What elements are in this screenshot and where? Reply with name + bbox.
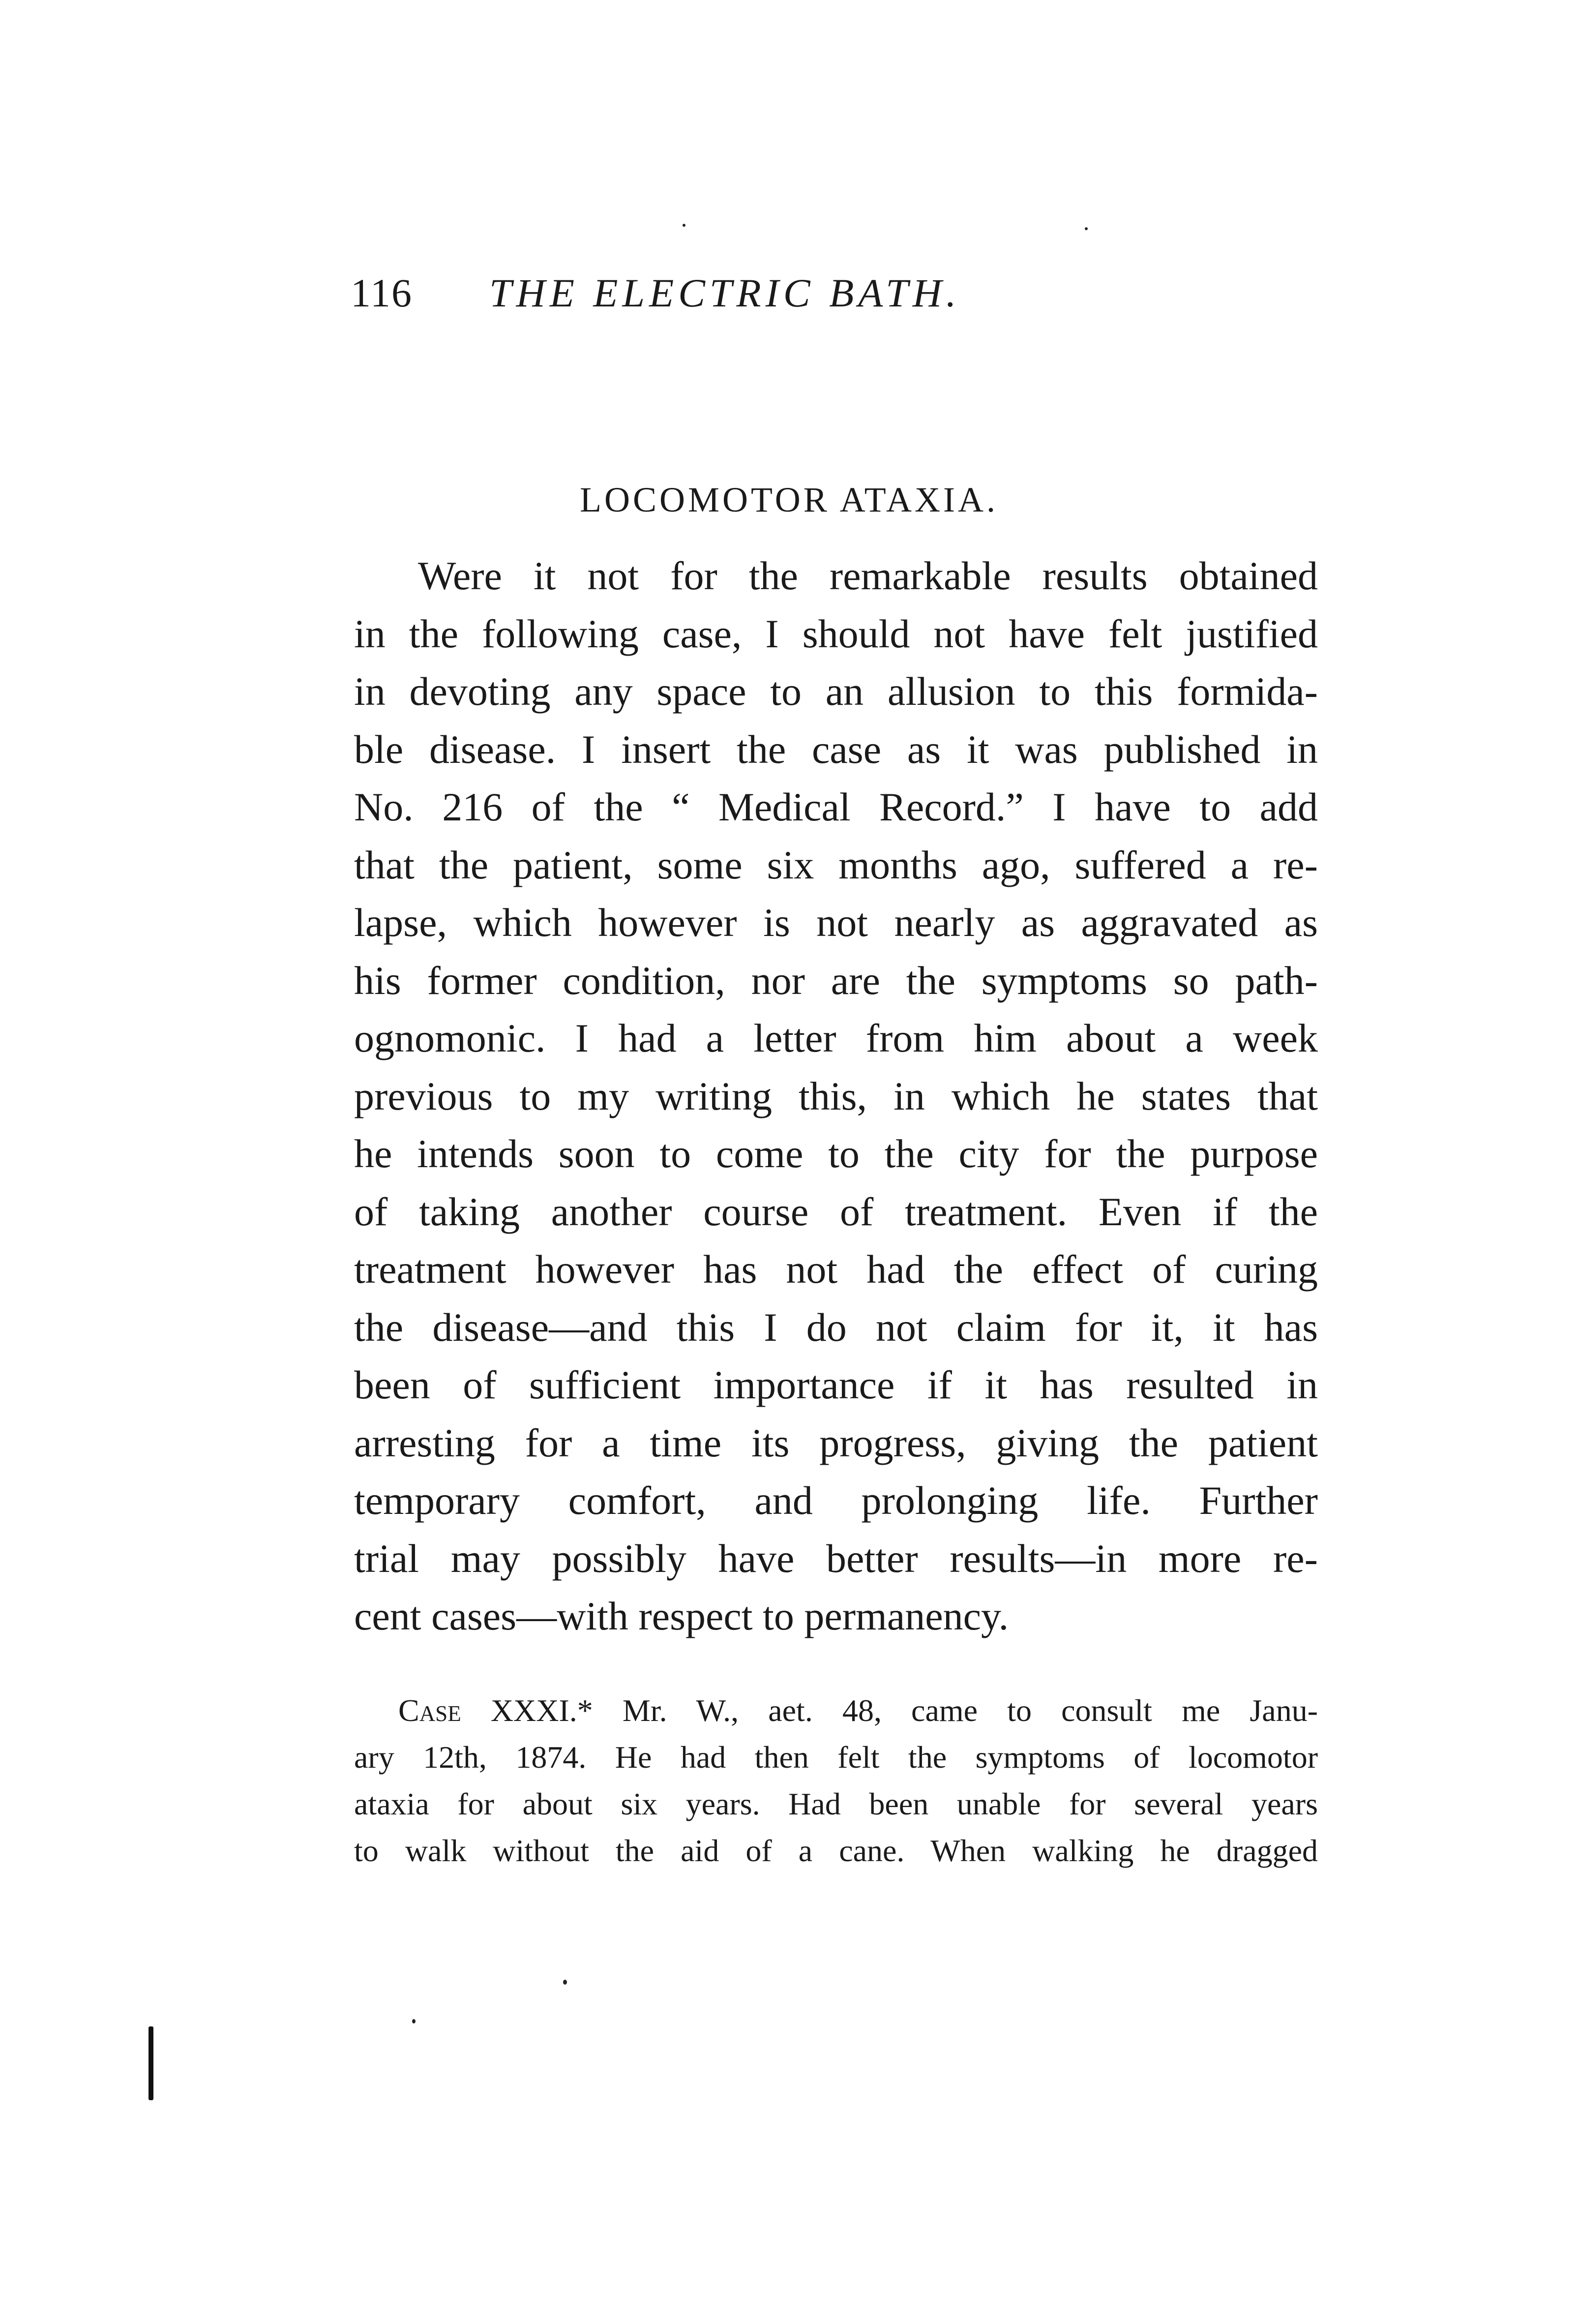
- case-line: [354, 1687, 1318, 1734]
- body-line: arresting for a time its progress, giving the patient: [354, 1420, 1318, 1465]
- body-line: Were it not for the remarkable results obtained: [418, 553, 1318, 598]
- ink-speck: [1085, 227, 1088, 230]
- case-report: [354, 1687, 1318, 1874]
- body-line: of taking another course of treatment. Even if the: [354, 1189, 1318, 1234]
- body-line: that the patient, some six months ago, suffered a re-: [354, 842, 1318, 887]
- case-line: to walk without the aid of a cane. When walking he dragged: [354, 1833, 1318, 1868]
- body-paragraph: [354, 547, 1318, 1645]
- ink-speck: [683, 224, 685, 227]
- case-label: Case XXXI.*: [398, 1693, 593, 1728]
- ink-speck: [563, 1980, 567, 1985]
- section-heading: LOCOMOTOR ATAXIA.: [580, 480, 998, 519]
- body-line: he intends soon to come to the city for the purpose: [354, 1131, 1318, 1176]
- body-line: in the following case, I should not have felt justified: [354, 611, 1318, 656]
- body-line: in devoting any space to an allusion to this formida-: [354, 669, 1318, 714]
- body-line: his former condition, nor are the symptoms so path-: [354, 958, 1318, 1003]
- case-line: ary 12th, 1874. He had then felt the symptoms of locomotor: [354, 1740, 1318, 1775]
- case-line-text: Mr. W., aet. 48, came to consult me Janu-: [622, 1693, 1318, 1728]
- body-line: ble disease. I insert the case as it was published in: [354, 726, 1318, 772]
- body-line: No. 216 of the “ Medical Record.” I have to add: [354, 785, 1318, 829]
- body-line: been of sufficient importance if it has resulted in: [354, 1362, 1318, 1407]
- body-line: cent cases—with respect to permanency.: [354, 1594, 1009, 1638]
- case-line: ataxia for about six years. Had been unable for several years: [354, 1786, 1318, 1821]
- body-line: treatment however has not had the effect of curing: [354, 1247, 1318, 1292]
- body-line: ognomonic. I had a letter from him about a week: [354, 1016, 1318, 1060]
- body-line: temporary comfort, and prolonging life. Further: [354, 1478, 1318, 1523]
- body-line: trial may possibly have better results—in more re-: [354, 1536, 1318, 1581]
- body-line: lapse, which however is not nearly as aggravated as: [354, 900, 1318, 945]
- body-line: the disease—and this I do not claim for it, it has: [354, 1304, 1318, 1350]
- ink-speck: [412, 2019, 416, 2023]
- body-line: previous to my writing this, in which he states that: [354, 1073, 1318, 1118]
- page-edge-mark: [149, 2026, 153, 2100]
- page-number: 116: [351, 271, 413, 315]
- running-title: THE ELECTRIC BATH.: [489, 271, 961, 315]
